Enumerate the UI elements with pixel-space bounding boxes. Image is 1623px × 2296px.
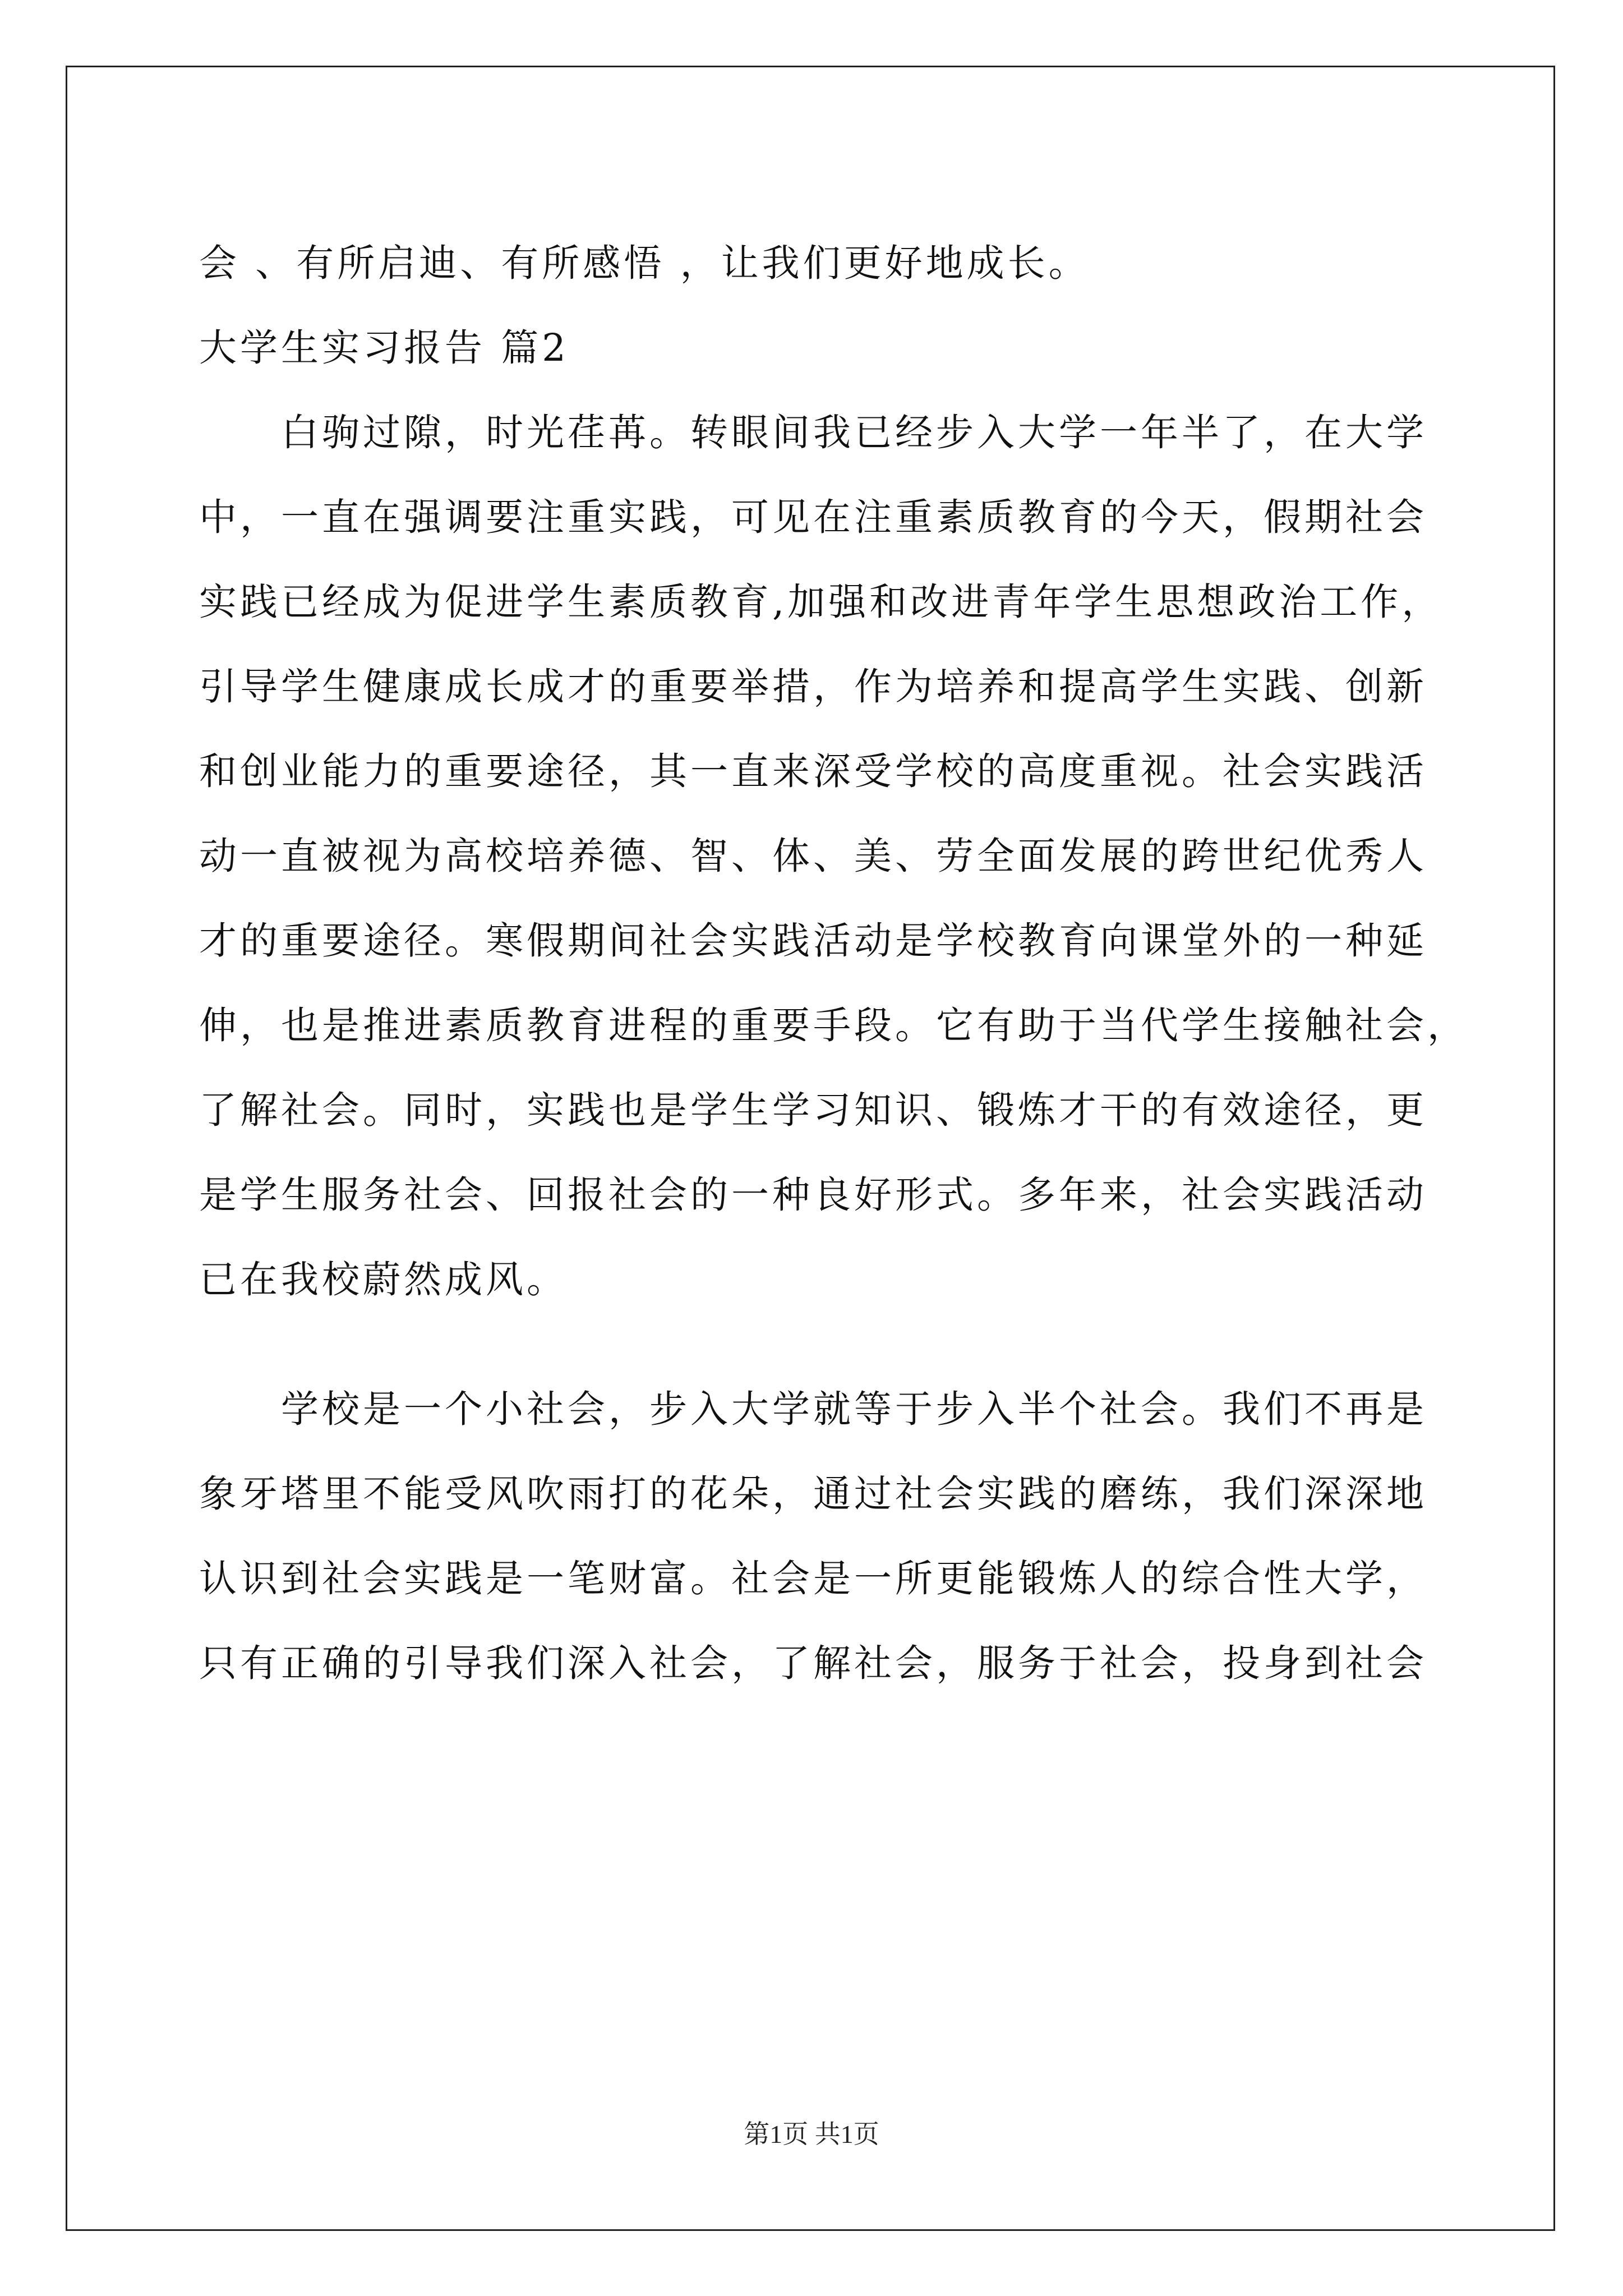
text-line: 引导学生健康成长成才的重要举措，作为培养和提高学生实践、创新: [199, 665, 1427, 708]
text-line: 是学生服务社会、回报社会的一种良好形式。多年来，社会实践活动: [199, 1173, 1427, 1217]
text-line: 会 、有所启迪、有所感悟 ，让我们更好地成长。: [199, 241, 1090, 285]
text-line: 白驹过隙，时光荏苒。转眼间我已经步入大学一年半了，在大学: [281, 411, 1427, 454]
text-line: 认识到社会实践是一笔财富。社会是一所更能锻炼人的综合性大学，: [199, 1557, 1427, 1600]
text-line: 才的重要途径。寒假期间社会实践活动是学校教育向课堂外的一种延: [199, 919, 1427, 963]
document-body: [199, 221, 1468, 1706]
text-line: 了解社会。同时，实践也是学生学习知识、锻炼才干的有效途径，更: [199, 1088, 1427, 1132]
paragraph-1: [199, 390, 1468, 1322]
text-line: 中，一直在强调要注重实践，可见在注重素质教育的今天，假期社会: [199, 495, 1427, 539]
paragraph-gap: [199, 1322, 1424, 1367]
section-heading: 大学生实习报告 篇2: [199, 326, 569, 370]
text-line: 实践已经成为促进学生素质教育,加强和改进青年学生思想政治工作，: [199, 580, 1443, 624]
text-line: 动一直被视为高校培养德、智、体、美、劳全面发展的跨世纪优秀人: [199, 834, 1427, 878]
text-line: 伸，也是推进素质教育进程的重要手段。它有助于当代学生接触社会，: [199, 1004, 1468, 1047]
page-number: 第1页 共1页: [744, 2120, 879, 2148]
text-line: 学校是一个小社会，步入大学就等于步入半个社会。我们不再是: [281, 1387, 1427, 1431]
text-line: 和创业能力的重要途径，其一直来深受学校的高度重视。社会实践活: [199, 749, 1427, 793]
text-line: 已在我校蔚然成风。: [199, 1258, 568, 1301]
paragraph-2: [199, 1367, 1427, 1706]
text-line: 象牙塔里不能受风吹雨打的花朵，通过社会实践的磨练，我们深深地: [199, 1472, 1427, 1516]
text-line: 只有正确的引导我们深入社会，了解社会，服务于社会，投身到社会: [199, 1641, 1427, 1685]
